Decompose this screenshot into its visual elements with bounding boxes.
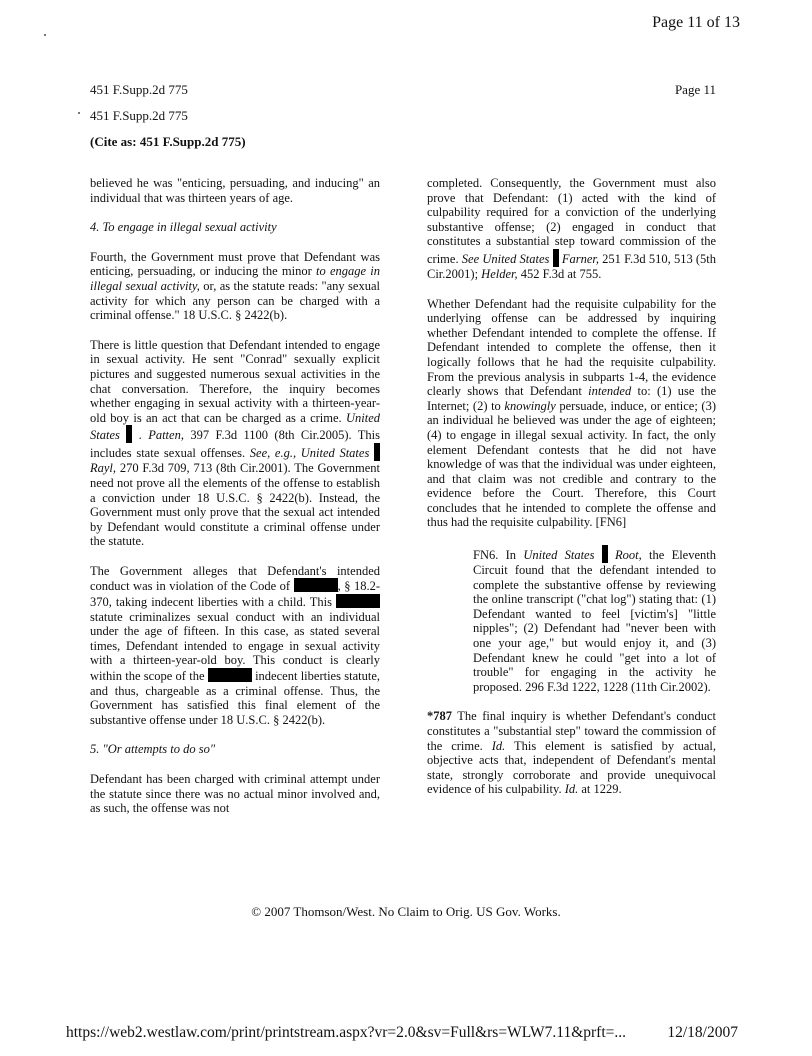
left-column [90,176,380,831]
paragraph: The Government alleges that Defendant's intended conduct was in violation of the Code of , § 18.2-370, taking indecent liberties with a child. This statute criminalizes sexual conduct with an individual under the age of fifteen. In this case, as stated several times, Defendant intended to engage in sexual activity with a thirteen-year-old boy. This conduct is clearly within the scope of the indecent liberties statute, and thus, chargeable as a criminal offense. Thus, the Government has satisfied this final element of the substantive offense under 18 U.S.C. § 2422(b). [90,563,381,727]
redaction-bar [602,545,608,563]
scan-speck [78,112,80,114]
right-column [427,176,716,812]
citation-line: 451 F.Supp.2d 775 [90,82,188,97]
print-date: 12/18/2007 [667,1024,738,1041]
redaction-bar [336,594,380,608]
paragraph: *787 The final inquiry is whether Defendant's conduct constitutes a "substantial step" toward the commission of the crime. Id. This element is satisfied by actual, objective acts that, independent of Defendant's mental state, strongly corroborate and provide unequivocal evidence of his culpability. Id. at 1229. [427,709,716,797]
redaction-bar [294,578,338,592]
print-url: https://web2.westlaw.com/print/printstream.aspx?vr=2.0&sv=Full&rs=WLW7.11&prft=... [66,1024,627,1041]
footnote: FN6. In United States Root, the Eleventh Circuit found that the defendant intended to complete the substantive offense by reviewing the online transcript ("chat log") stating that: (1) Defendant wanted to feel [victim's] "little nipples"; (2) Defendant had "never been with one your age," but would enjoy it, and (3) Defendant knew he could "get into a lot of trouble" for engaging in the activity he proposed. 296 F.3d 1222, 1228 (11th Cir.2002). [473,545,716,694]
scan-speck [44,34,46,36]
redaction-bar [553,249,559,267]
copyright-notice: © 2007 Thomson/West. No Claim to Orig. US Gov. Works. [251,904,561,919]
redaction-bar [374,443,380,461]
paragraph: Defendant has been charged with criminal attempt under the statute since there was no actual minor involved and, as such, the offense was not [90,772,380,816]
paragraph: completed. Consequently, the Government must also prove that Defendant: (1) acted with the kind of culpability required for a conviction of the underlying substantive offense; (2) engaged in conduct that constitutes a substantial step toward commission of the crime. See United States Farner, 251 F.3d 510, 513 (5th Cir.2001); Helder, 452 F.3d at 755. [427,176,717,281]
print-page-number: Page 11 of 13 [652,14,740,31]
star-page-marker: *787 [427,709,452,724]
section-heading: 4. To engage in illegal sexual activity [90,220,277,235]
paragraph: There is little question that Defendant intended to engage in sexual activity. He sent "Conrad" sexually explicit pictures and suggested numerous sexual activities in the chat conversation. Therefore, the inquiry becomes whether engaging in sexual activity with a thirteen-year-old boy is an act that can be charged as a crime. United States . Patten, 397 F.3d 1100 (8th Cir.2005). This includes state sexual offenses. See, e.g., United States Rayl, 270 F.3d 709, 713 (8th Cir.2001). The Government need not prove all the elements of the offense to establish a conviction under 18 U.S.C. § 2422(b). Instead, the Government must only prove that the sexual act intended by Defendant would constitute a criminal offense under the statute. [90,337,381,549]
paragraph: Fourth, the Government must prove that Defendant was enticing, persuading, or inducing the minor to engage in illegal sexual activity, or, as the statute reads: "any sexual activity for which any person can be charged with a criminal offense." 18 U.S.C. § 2422(b). [90,249,380,323]
paragraph: Whether Defendant had the requisite culpability for the underlying offense can be addressed by inquiring whether Defendant intended to complete the offense. If Defendant intended to complete the offense, then it logically follows that he had the requisite culpability. From the previous analysis in subparts 1-4, the evidence clearly shows that Defendant intended to: (1) use the Internet; (2) to knowingly persuade, induce, or entice; (3) an individual he believed was under the age of eighteen; (4) to engage in illegal sexual activity. In fact, the only element Defendant contests that he did not have knowledge of was that the individual was under eighteen, and that claim was not credible and contrary to the evidence before the Court. Therefore, this Court concludes that he intended to complete the offense and thus had the requisite culpability. [FN6] [427,296,716,530]
document-page-number: Page 11 [674,82,716,97]
citation-line: 451 F.Supp.2d 775 [90,108,188,123]
cite-as-line: (Cite as: 451 F.Supp.2d 775) [90,134,246,149]
section-heading: 5. "Or attempts to do so" [90,742,216,757]
redaction-bar [208,668,252,682]
paragraph: believed he was "enticing, persuading, and inducing" an individual that was thirteen years of age. [90,176,380,205]
